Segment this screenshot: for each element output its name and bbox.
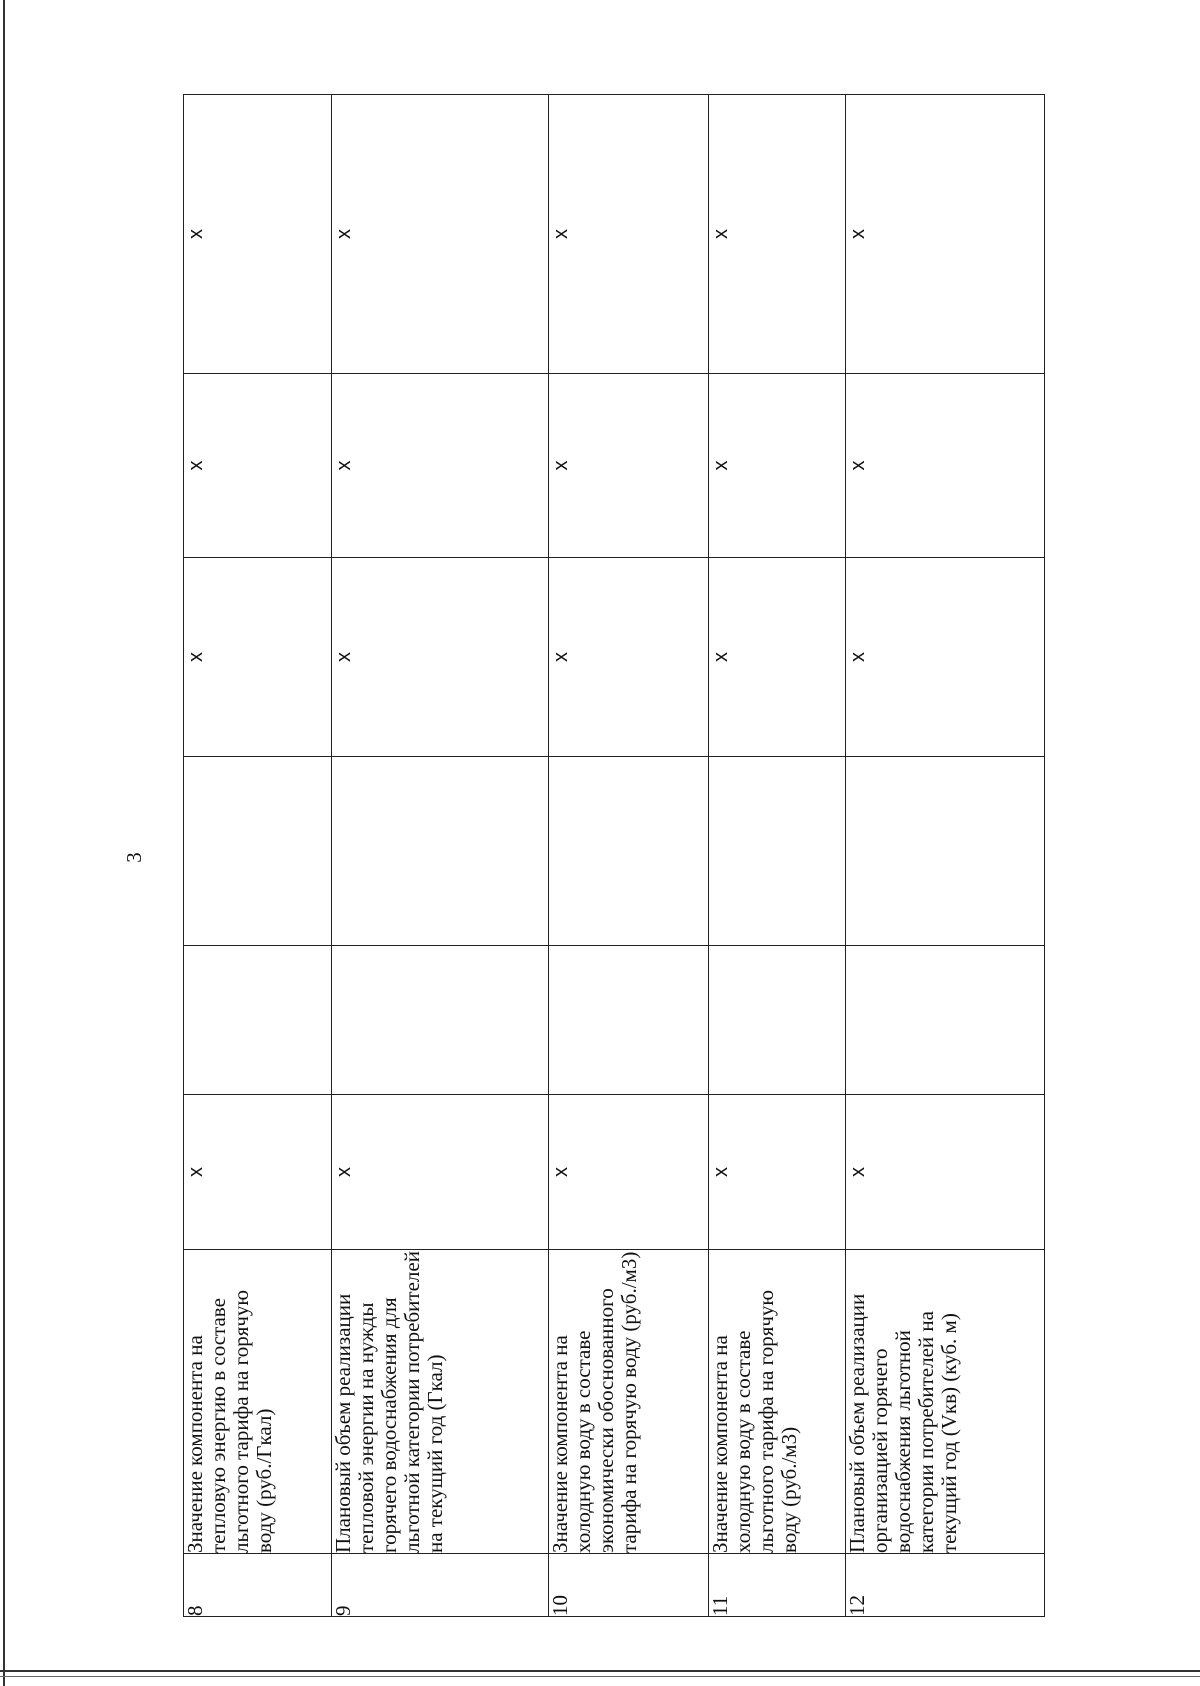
x-mark: x	[333, 460, 355, 471]
table-cell	[846, 946, 1045, 1095]
x-mark: x	[550, 229, 572, 239]
scan-edge-left	[3, 0, 5, 1686]
table-cell	[549, 374, 709, 558]
table-row	[846, 95, 1045, 1617]
table-cell	[549, 757, 709, 946]
row-label: Значение компонента на холодную воду в составе экономически обоснованного тарифа на горячую воду (руб./м3)	[549, 1250, 709, 1554]
table-cell	[184, 946, 332, 1095]
x-mark: x	[710, 460, 732, 471]
table-cell	[332, 946, 549, 1095]
x-mark: x	[550, 652, 572, 662]
row-number: 9	[332, 1554, 549, 1617]
x-mark: x	[185, 460, 207, 471]
table-cell	[332, 374, 549, 558]
table-cell	[846, 757, 1045, 946]
row-label: Плановый объем реализации организацией горячего водоснабжения льготной категории потребителей на текущий год (Vкв) (куб. м)	[846, 1250, 1045, 1554]
x-mark: x	[550, 1167, 572, 1177]
row-number: 12	[846, 1554, 1045, 1617]
x-mark: x	[710, 652, 732, 662]
table-cell	[549, 558, 709, 757]
row-number: 8	[184, 1554, 332, 1617]
x-mark: x	[550, 460, 572, 471]
table-cell	[184, 95, 332, 374]
row-number: 10	[549, 1554, 709, 1617]
table-row	[549, 95, 709, 1617]
table-cell	[709, 95, 846, 374]
table-row	[332, 95, 549, 1617]
x-mark: x	[847, 1167, 869, 1177]
scan-edge-bottom	[0, 1670, 1200, 1672]
x-mark: x	[847, 460, 869, 471]
rotated-table-container	[183, 95, 1044, 1617]
table-cell	[709, 558, 846, 757]
row-label: Значение компонента на холодную воду в составе льготного тарифа на горячую воду (руб./м3)	[709, 1250, 846, 1554]
table-cell	[846, 1095, 1045, 1250]
table-cell	[846, 558, 1045, 757]
table-cell	[184, 374, 332, 558]
row-label: Значение компонента на тепловую энергию в составе льготного тарифа на горячую воду (руб./Гкал)	[184, 1250, 332, 1554]
scan-edge-bottom-shadow	[0, 1676, 1200, 1677]
row-number: 11	[709, 1554, 846, 1617]
table-cell	[709, 946, 846, 1095]
page-number: 3	[121, 852, 146, 863]
table-row	[709, 95, 846, 1617]
table-cell	[332, 558, 549, 757]
row-label: Плановый объем реализации тепловой энергии на нужды горячего водоснабжения для льготной категории потребителей на текущий год (Гкал)	[332, 1250, 549, 1554]
table-cell	[184, 558, 332, 757]
table-cell	[709, 1095, 846, 1250]
table-cell	[549, 1095, 709, 1250]
x-mark: x	[847, 652, 869, 662]
table-cell	[846, 95, 1045, 374]
x-mark: x	[333, 652, 355, 662]
table-cell	[184, 1095, 332, 1250]
x-mark: x	[333, 1167, 355, 1177]
x-mark: x	[185, 229, 207, 239]
table-cell	[332, 757, 549, 946]
table-cell	[549, 946, 709, 1095]
x-mark: x	[710, 229, 732, 239]
table-row	[184, 95, 332, 1617]
table-cell	[332, 1095, 549, 1250]
x-mark: x	[333, 229, 355, 239]
x-mark: x	[710, 1167, 732, 1177]
table-cell	[846, 374, 1045, 558]
x-mark: x	[185, 1167, 207, 1177]
table-cell	[549, 95, 709, 374]
table-cell	[184, 757, 332, 946]
x-mark: x	[185, 652, 207, 662]
x-mark: x	[847, 229, 869, 239]
tariff-table	[183, 94, 1045, 1617]
table-cell	[709, 374, 846, 558]
table-cell	[332, 95, 549, 374]
table-cell	[709, 757, 846, 946]
